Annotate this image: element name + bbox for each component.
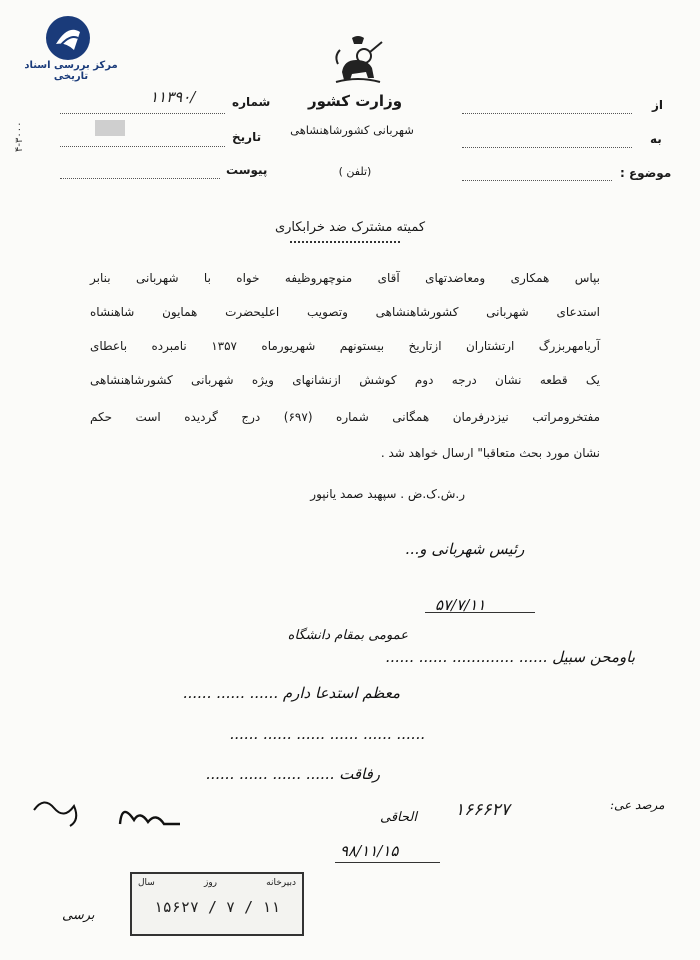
stamp-label-day: روز bbox=[203, 878, 218, 888]
committee-title: کمیته مشترک ضد خرابکاری bbox=[274, 220, 426, 235]
number-value: ۱۱۳۹۰/ bbox=[150, 88, 196, 106]
date-underline bbox=[425, 612, 535, 613]
handwritten-signature-note: رئیس شهربانی و... bbox=[405, 540, 525, 558]
body-line-4: یک قطعه نشان درجه دوم کوشش ازنشانهای ویژه شهربانی کشورشاهنشاهی bbox=[90, 373, 600, 387]
police-subtitle: شهربانی کشورشاهنشاهی bbox=[290, 123, 414, 137]
handwritten-line-2: باومحن سبیل ...... ............. ...... ...... bbox=[385, 648, 635, 666]
date-2-underline bbox=[335, 862, 440, 863]
signature-line: ر.ش.ک.ض . سپهبد صمد یانپور bbox=[310, 487, 465, 501]
handwritten-line-1: عمومی بمقام دانشگاه bbox=[287, 628, 408, 643]
ref-number: ۱۶۶۶۲۷ bbox=[455, 800, 510, 820]
body-line-3: آریامهربزرگ ارتشتاران ازتاریخ بیستونهم شهریورماه ۱۳۵۷ نامبرده باعطای bbox=[90, 339, 600, 353]
stamp-label-year: سال bbox=[138, 878, 155, 888]
stamp-label-secretariat: دبیرخانه bbox=[266, 878, 296, 888]
committee-underline bbox=[290, 241, 400, 243]
number-label: شماره bbox=[232, 95, 271, 109]
handwritten-signature-icon bbox=[30, 790, 210, 840]
ministry-title: وزارت کشور bbox=[307, 92, 403, 110]
watermark-text: مرکز بررسی اسناد تاریخی bbox=[24, 60, 118, 82]
handwritten-line-3: معظم استدعا دارم ...... ...... ...... bbox=[182, 684, 400, 702]
handwritten-date-2: ۹۸/۱۱/۱۵ bbox=[340, 842, 399, 860]
body-line-6: نشان مورد بحث متعاقبا" ارسال خواهد شد . bbox=[380, 446, 600, 460]
lion-and-sun-emblem-icon bbox=[330, 34, 386, 84]
attachment-label: پیوست bbox=[226, 163, 268, 177]
ref-label: مرصد عی: bbox=[610, 798, 665, 812]
handwritten-line-5: رفاقت ...... ...... ...... ...... bbox=[205, 765, 380, 783]
handwritten-date-1: ۵۷/۷/۱۱ bbox=[435, 596, 486, 614]
from-label: از bbox=[652, 98, 664, 112]
stamp-labels bbox=[138, 878, 296, 888]
body-line-2: استدعای شهربانی کشورشاهنشاهی وتصویب اعلیحضرت همایون شاهنشاه bbox=[90, 305, 600, 319]
subject-label: موضوع : bbox=[620, 166, 672, 180]
ref-word: الحاقی bbox=[380, 810, 417, 825]
date-dotted-line bbox=[60, 146, 225, 147]
date-label: تاریخ bbox=[232, 130, 262, 144]
to-label: به bbox=[650, 132, 662, 146]
receipt-stamp bbox=[130, 872, 304, 936]
to-dotted-line bbox=[462, 147, 632, 148]
side-stamp: ۴-۳۰۰۰ bbox=[14, 121, 25, 152]
telephone-label: (تلفن ) bbox=[338, 165, 372, 178]
body-line-5: مفتخرومراتب نیزدرفرمان همگانی شماره (۶۹۷) درج گردیده است حکم bbox=[90, 410, 600, 424]
handwritten-initials: برسی bbox=[62, 908, 95, 923]
stamp-number: ۱۵۶۲۷ / ۷ / ۱۱ bbox=[153, 898, 281, 916]
attachment-dotted-line bbox=[60, 178, 220, 179]
subject-dotted-line bbox=[462, 180, 612, 181]
body-line-1: بپاس همکاری ومعاضدتهای آقای منوچهروظیفه خواه با شهربانی بنابر bbox=[90, 271, 600, 285]
archive-logo-icon bbox=[44, 14, 92, 62]
number-dotted-line bbox=[60, 113, 225, 114]
from-dotted-line bbox=[462, 113, 632, 114]
handwritten-line-4: ...... ...... ...... ...... ...... ...... bbox=[229, 725, 425, 743]
date-smudge bbox=[95, 120, 125, 136]
